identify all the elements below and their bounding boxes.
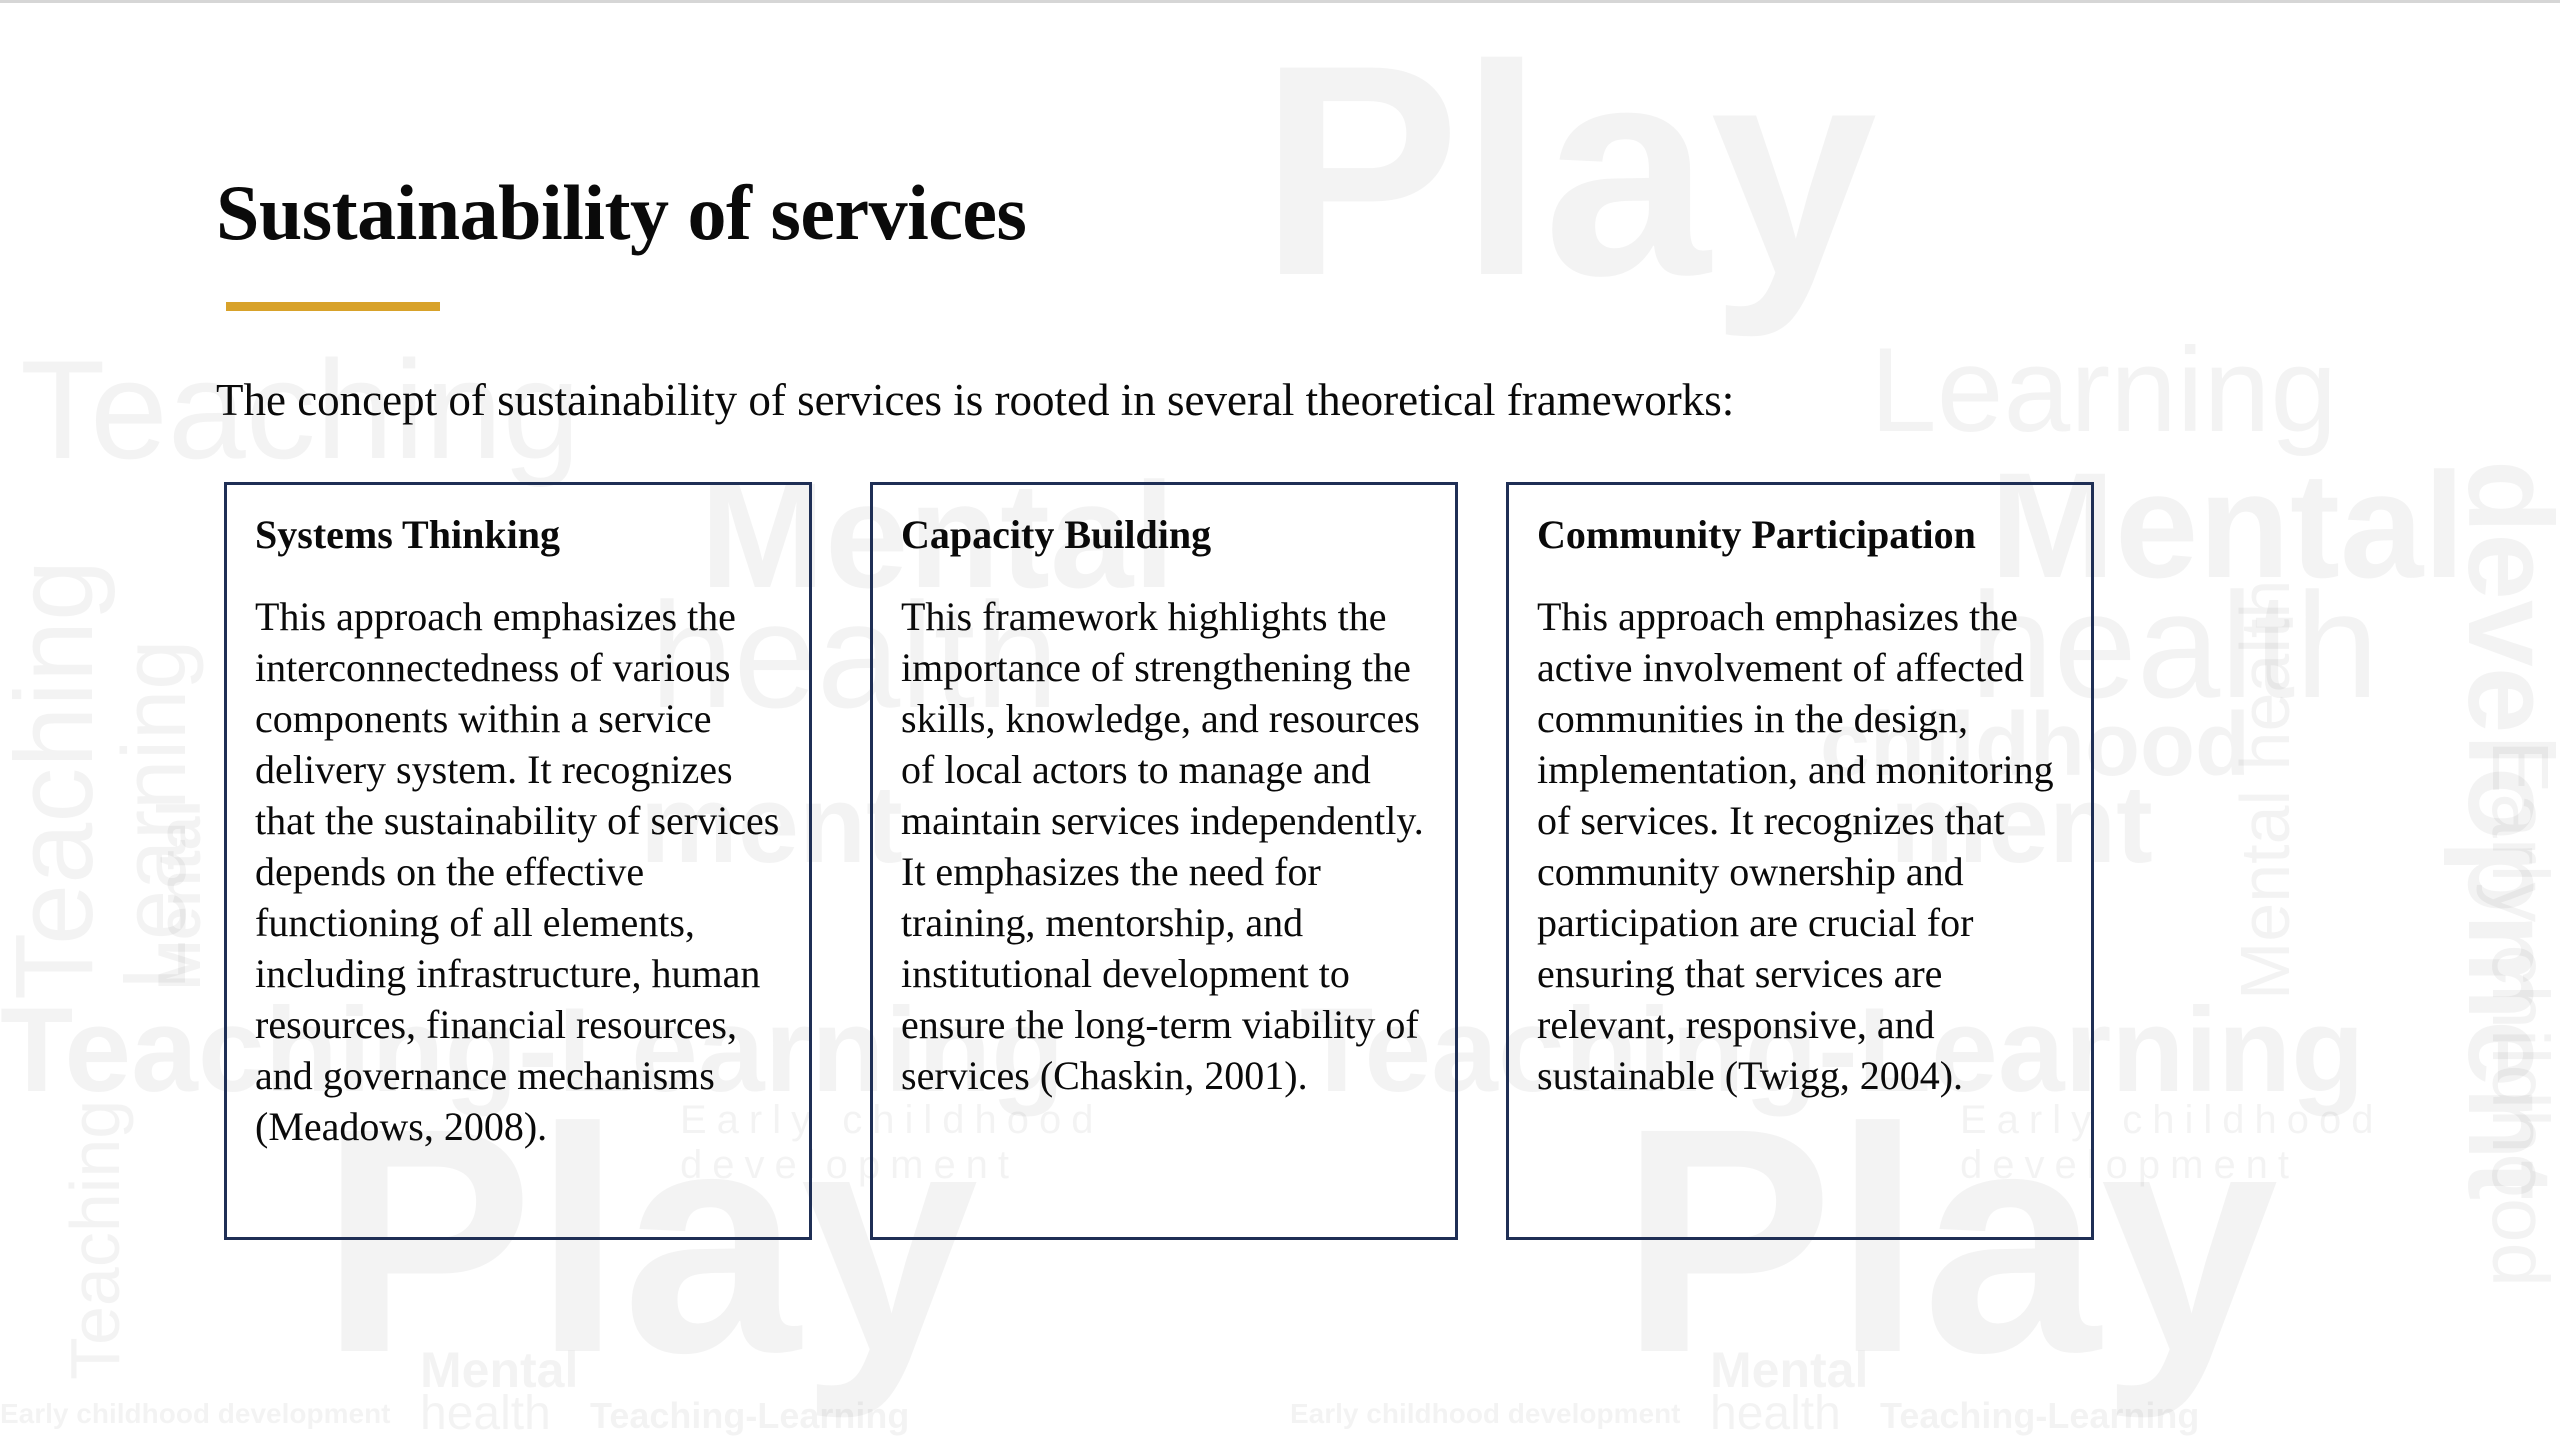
- card-heading: Community Participation: [1537, 512, 1976, 557]
- slide-title: Sustainability of services: [216, 169, 1027, 256]
- framework-card-systems-thinking: [224, 482, 812, 1240]
- title-accent-bar: [226, 302, 440, 311]
- watermark-word: [590, 1398, 909, 1434]
- intro-text: The concept of sustainability of services is rooted in several theoretical frameworks:: [216, 375, 1735, 425]
- watermark-word: [2230, 580, 2300, 1000]
- watermark-word: [1870, 330, 2337, 450]
- card-body: This approach emphasizes the active involvement of affected communities in the design, implementation, and monitoring of services. It recognizes that community ownership and participation are crucial for ensuring that services are relevant, responsive, and sustainable (Twigg, 2004).: [1537, 594, 2054, 1098]
- framework-card-capacity-building: [870, 482, 1458, 1240]
- watermark-word: [150, 800, 210, 990]
- watermark-word: [60, 1100, 130, 1380]
- card-body: This approach emphasizes the interconnectedness of various components within a service delivery system. It recognizes that the sustainability of services depends on the effective functioning of all elements, including infrastructure, human resources, financial resources, and governance mechanisms (Meadows, 2008).: [255, 594, 780, 1149]
- watermark-word: [1710, 1390, 1841, 1438]
- watermark-word: [2480, 740, 2560, 1287]
- card-heading: Systems Thinking: [255, 512, 560, 557]
- top-border-rule: [0, 0, 2560, 3]
- watermark-word: [420, 1345, 578, 1395]
- framework-card-community-participation: [1506, 482, 2094, 1240]
- watermark-word: [420, 1390, 551, 1438]
- watermark-word: [0, 560, 110, 1000]
- watermark-word: [1260, 20, 1877, 320]
- watermark-word: [0, 1400, 391, 1428]
- watermark-word: [1710, 1345, 1868, 1395]
- card-heading: Capacity Building: [901, 512, 1212, 557]
- watermark-word: [110, 640, 200, 990]
- watermark-word: [2450, 460, 2560, 1200]
- card-body: This framework highlights the importance of strengthening the skills, knowledge, and resources of local actors to manage and maintain services independently. It emphasizes the need for training, mentorship, and institutional development to ensure the long-term viability of services (Chaskin, 2001).: [901, 594, 1424, 1098]
- watermark-word: [1880, 1398, 2199, 1434]
- watermark-word: [1290, 1400, 1681, 1428]
